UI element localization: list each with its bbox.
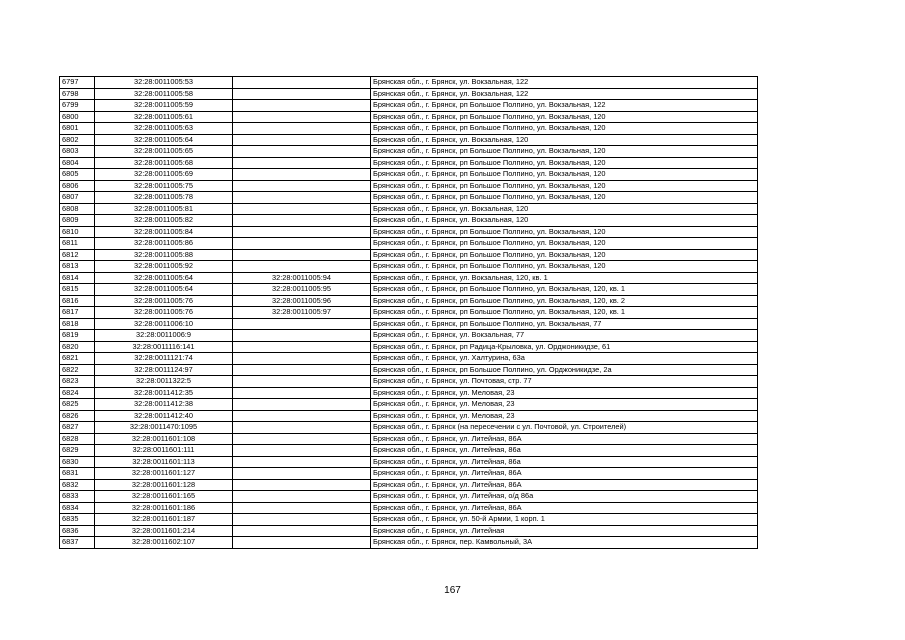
linked-cadastral-number-cell (233, 491, 371, 503)
cadastral-number-cell: 32:28:0011601:187 (95, 514, 233, 526)
row-number-cell: 6817 (60, 307, 95, 319)
address-cell: Брянская обл., г. Брянск, рп Большое Полпино, ул. Вокзальная, 77 (371, 318, 758, 330)
linked-cadastral-number-cell (233, 514, 371, 526)
row-number-cell: 6805 (60, 169, 95, 181)
address-cell: Брянская обл., г. Брянск, рп Большое Полпино, ул. Вокзальная, 120 (371, 192, 758, 204)
table-row (60, 272, 758, 284)
row-number-cell: 6800 (60, 111, 95, 123)
table-row (60, 502, 758, 514)
table-row (60, 479, 758, 491)
address-cell: Брянская обл., г. Брянск, рп Большое Полпино, ул. Вокзальная, 120 (371, 146, 758, 158)
address-cell: Брянская обл., г. Брянск, рп Большое Полпино, ул. Вокзальная, 120, кв. 1 (371, 307, 758, 319)
cadastral-number-cell: 32:28:0011601:108 (95, 433, 233, 445)
table-row (60, 525, 758, 537)
address-cell: Брянская обл., г. Брянск, ул. Вокзальная, 122 (371, 88, 758, 100)
table-row (60, 353, 758, 365)
address-cell: Брянская обл., г. Брянск, рп Большое Полпино, ул. Вокзальная, 120 (371, 157, 758, 169)
linked-cadastral-number-cell (233, 318, 371, 330)
table-row (60, 111, 758, 123)
row-number-cell: 6811 (60, 238, 95, 250)
row-number-cell: 6833 (60, 491, 95, 503)
cadastral-number-cell: 32:28:0011601:128 (95, 479, 233, 491)
table-row (60, 180, 758, 192)
address-cell: Брянская обл., г. Брянск, рп Большое Полпино, ул. Орджоникидзе, 2а (371, 364, 758, 376)
row-number-cell: 6814 (60, 272, 95, 284)
table-row (60, 410, 758, 422)
cadastral-number-cell: 32:28:0011005:58 (95, 88, 233, 100)
row-number-cell: 6831 (60, 468, 95, 480)
row-number-cell: 6835 (60, 514, 95, 526)
row-number-cell: 6812 (60, 249, 95, 261)
table-row (60, 376, 758, 388)
row-number-cell: 6806 (60, 180, 95, 192)
table-row (60, 422, 758, 434)
table-row (60, 433, 758, 445)
linked-cadastral-number-cell: 32:28:0011005:95 (233, 284, 371, 296)
row-number-cell: 6804 (60, 157, 95, 169)
row-number-cell: 6820 (60, 341, 95, 353)
table-row (60, 456, 758, 468)
table-row (60, 399, 758, 411)
cadastral-number-cell: 32:28:0011412:40 (95, 410, 233, 422)
table-row (60, 364, 758, 376)
linked-cadastral-number-cell (233, 468, 371, 480)
row-number-cell: 6823 (60, 376, 95, 388)
table-row (60, 157, 758, 169)
table-row (60, 341, 758, 353)
linked-cadastral-number-cell (233, 261, 371, 273)
table-row (60, 468, 758, 480)
table-row (60, 307, 758, 319)
page-number: 167 (444, 585, 461, 596)
row-number-cell: 6828 (60, 433, 95, 445)
linked-cadastral-number-cell (233, 169, 371, 181)
address-cell: Брянская обл., г. Брянск, ул. Вокзальная, 77 (371, 330, 758, 342)
address-cell: Брянская обл., г. Брянск, ул. Литейная, 86А (371, 479, 758, 491)
table-row (60, 261, 758, 273)
row-number-cell: 6829 (60, 445, 95, 457)
row-number-cell: 6798 (60, 88, 95, 100)
row-number-cell: 6836 (60, 525, 95, 537)
linked-cadastral-number-cell (233, 537, 371, 549)
address-cell: Брянская обл., г. Брянск, ул. Почтовая, стр. 77 (371, 376, 758, 388)
address-cell: Брянская обл., г. Брянск, ул. Халтурина, 63а (371, 353, 758, 365)
cadastral-number-cell: 32:28:0011005:78 (95, 192, 233, 204)
table-row (60, 491, 758, 503)
row-number-cell: 6830 (60, 456, 95, 468)
linked-cadastral-number-cell (233, 364, 371, 376)
linked-cadastral-number-cell (233, 100, 371, 112)
table-row (60, 146, 758, 158)
row-number-cell: 6810 (60, 226, 95, 238)
row-number-cell: 6797 (60, 77, 95, 89)
cadastral-number-cell: 32:28:0011005:82 (95, 215, 233, 227)
address-cell: Брянская обл., г. Брянск, ул. Вокзальная, 120, кв. 1 (371, 272, 758, 284)
address-cell: Брянская обл., г. Брянск, ул. Вокзальная, 120 (371, 134, 758, 146)
table-row (60, 318, 758, 330)
cadastral-number-cell: 32:28:0011322:5 (95, 376, 233, 388)
linked-cadastral-number-cell (233, 88, 371, 100)
address-cell: Брянская обл., г. Брянск, ул. Литейная, о/д 86а (371, 491, 758, 503)
table-row (60, 215, 758, 227)
cadastral-number-cell: 32:28:0011005:63 (95, 123, 233, 135)
address-cell: Брянская обл., г. Брянск, ул. Литейная, 86а (371, 456, 758, 468)
address-cell: Брянская обл., г. Брянск, рп Большое Полпино, ул. Вокзальная, 120, кв. 1 (371, 284, 758, 296)
table-row (60, 134, 758, 146)
row-number-cell: 6827 (60, 422, 95, 434)
linked-cadastral-number-cell (233, 376, 371, 388)
linked-cadastral-number-cell (233, 146, 371, 158)
linked-cadastral-number-cell (233, 123, 371, 135)
table-row (60, 192, 758, 204)
table-row (60, 88, 758, 100)
address-cell: Брянская обл., г. Брянск, ул. Вокзальная, 120 (371, 203, 758, 215)
linked-cadastral-number-cell (233, 157, 371, 169)
linked-cadastral-number-cell (233, 249, 371, 261)
linked-cadastral-number-cell (233, 353, 371, 365)
row-number-cell: 6832 (60, 479, 95, 491)
cadastral-number-cell: 32:28:0011005:61 (95, 111, 233, 123)
cadastral-number-cell: 32:28:0011005:88 (95, 249, 233, 261)
table-row (60, 284, 758, 296)
address-cell: Брянская обл., г. Брянск, рп Большое Полпино, ул. Вокзальная, 120, кв. 2 (371, 295, 758, 307)
cadastral-number-cell: 32:28:0011601:214 (95, 525, 233, 537)
row-number-cell: 6799 (60, 100, 95, 112)
register-table-body (60, 77, 758, 549)
linked-cadastral-number-cell (233, 180, 371, 192)
address-cell: Брянская обл., г. Брянск, рп Большое Полпино, ул. Вокзальная, 120 (371, 123, 758, 135)
address-cell: Брянская обл., г. Брянск, ул. Литейная, 86А (371, 502, 758, 514)
row-number-cell: 6813 (60, 261, 95, 273)
table-row (60, 330, 758, 342)
linked-cadastral-number-cell (233, 410, 371, 422)
cadastral-number-cell: 32:28:0011601:186 (95, 502, 233, 514)
cadastral-number-cell: 32:28:0011005:76 (95, 295, 233, 307)
linked-cadastral-number-cell (233, 502, 371, 514)
linked-cadastral-number-cell (233, 203, 371, 215)
address-cell: Брянская обл., г. Брянск, ул. Литейная (371, 525, 758, 537)
cadastral-number-cell: 32:28:0011124:97 (95, 364, 233, 376)
table-row (60, 238, 758, 250)
address-cell: Брянская обл., г. Брянск, ул. Меловая, 23 (371, 399, 758, 411)
cadastral-number-cell: 32:28:0011412:35 (95, 387, 233, 399)
linked-cadastral-number-cell: 32:28:0011005:94 (233, 272, 371, 284)
cadastral-number-cell: 32:28:0011601:127 (95, 468, 233, 480)
linked-cadastral-number-cell (233, 445, 371, 457)
row-number-cell: 6802 (60, 134, 95, 146)
row-number-cell: 6809 (60, 215, 95, 227)
linked-cadastral-number-cell (233, 226, 371, 238)
row-number-cell: 6816 (60, 295, 95, 307)
cadastral-number-cell: 32:28:0011601:165 (95, 491, 233, 503)
address-cell: Брянская обл., г. Брянск, рп Большое Полпино, ул. Вокзальная, 120 (371, 111, 758, 123)
cadastral-number-cell: 32:28:0011006:9 (95, 330, 233, 342)
cadastral-number-cell: 32:28:0011005:84 (95, 226, 233, 238)
cadastral-number-cell: 32:28:0011006:10 (95, 318, 233, 330)
linked-cadastral-number-cell (233, 330, 371, 342)
row-number-cell: 6837 (60, 537, 95, 549)
row-number-cell: 6807 (60, 192, 95, 204)
cadastral-number-cell: 32:28:0011470:1095 (95, 422, 233, 434)
address-cell: Брянская обл., г. Брянск, ул. Литейная, 86а (371, 445, 758, 457)
row-number-cell: 6818 (60, 318, 95, 330)
address-cell: Брянская обл., г. Брянск, рп Большое Полпино, ул. Вокзальная, 120 (371, 249, 758, 261)
row-number-cell: 6834 (60, 502, 95, 514)
cadastral-number-cell: 32:28:0011005:69 (95, 169, 233, 181)
address-cell: Брянская обл., г. Брянск, рп Большое Полпино, ул. Вокзальная, 120 (371, 180, 758, 192)
cadastral-number-cell: 32:28:0011005:68 (95, 157, 233, 169)
cadastral-number-cell: 32:28:0011005:64 (95, 284, 233, 296)
linked-cadastral-number-cell (233, 456, 371, 468)
linked-cadastral-number-cell (233, 341, 371, 353)
linked-cadastral-number-cell: 32:28:0011005:97 (233, 307, 371, 319)
row-number-cell: 6826 (60, 410, 95, 422)
address-cell: Брянская обл., г. Брянск, рп Большое Полпино, ул. Вокзальная, 122 (371, 100, 758, 112)
linked-cadastral-number-cell (233, 433, 371, 445)
linked-cadastral-number-cell (233, 215, 371, 227)
address-cell: Брянская обл., г. Брянск, ул. 50-й Армии, 1 корп. 1 (371, 514, 758, 526)
address-cell: Брянская обл., г. Брянск, пер. Камвольный, 3А (371, 537, 758, 549)
cadastral-number-cell: 32:28:0011005:81 (95, 203, 233, 215)
row-number-cell: 6824 (60, 387, 95, 399)
table-row (60, 295, 758, 307)
address-cell: Брянская обл., г. Брянск, рп Большое Полпино, ул. Вокзальная, 120 (371, 226, 758, 238)
row-number-cell: 6815 (60, 284, 95, 296)
address-cell: Брянская обл., г. Брянск, ул. Вокзальная, 122 (371, 77, 758, 89)
table-row (60, 100, 758, 112)
linked-cadastral-number-cell (233, 525, 371, 537)
address-cell: Брянская обл., г. Брянск, рп Радица-Крыловка, ул. Орджоникидзе, 61 (371, 341, 758, 353)
row-number-cell: 6801 (60, 123, 95, 135)
linked-cadastral-number-cell: 32:28:0011005:96 (233, 295, 371, 307)
table-row (60, 514, 758, 526)
linked-cadastral-number-cell (233, 387, 371, 399)
address-cell: Брянская обл., г. Брянск, рп Большое Полпино, ул. Вокзальная, 120 (371, 261, 758, 273)
address-cell: Брянская обл., г. Брянск, ул. Вокзальная, 120 (371, 215, 758, 227)
address-cell: Брянская обл., г. Брянск, рп Большое Полпино, ул. Вокзальная, 120 (371, 238, 758, 250)
address-cell: Брянская обл., г. Брянск, рп Большое Полпино, ул. Вокзальная, 120 (371, 169, 758, 181)
address-cell: Брянская обл., г. Брянск, ул. Литейная, 86А (371, 433, 758, 445)
row-number-cell: 6821 (60, 353, 95, 365)
table-row (60, 77, 758, 89)
address-cell: Брянская обл., г. Брянск, ул. Литейная, 86А (371, 468, 758, 480)
address-cell: Брянская обл., г. Брянск, ул. Меловая, 23 (371, 387, 758, 399)
cadastral-number-cell: 32:28:0011412:38 (95, 399, 233, 411)
table-row (60, 226, 758, 238)
table-row (60, 445, 758, 457)
row-number-cell: 6808 (60, 203, 95, 215)
linked-cadastral-number-cell (233, 238, 371, 250)
cadastral-number-cell: 32:28:0011005:59 (95, 100, 233, 112)
table-row (60, 203, 758, 215)
cadastral-number-cell: 32:28:0011005:64 (95, 272, 233, 284)
table-row (60, 249, 758, 261)
cadastral-number-cell: 32:28:0011005:53 (95, 77, 233, 89)
property-register-table (59, 76, 758, 549)
table-row (60, 537, 758, 549)
cadastral-number-cell: 32:28:0011601:111 (95, 445, 233, 457)
cadastral-number-cell: 32:28:0011601:113 (95, 456, 233, 468)
linked-cadastral-number-cell (233, 422, 371, 434)
table-row (60, 123, 758, 135)
cadastral-number-cell: 32:28:0011005:76 (95, 307, 233, 319)
linked-cadastral-number-cell (233, 192, 371, 204)
table-row (60, 169, 758, 181)
row-number-cell: 6819 (60, 330, 95, 342)
address-cell: Брянская обл., г. Брянск, ул. Меловая, 23 (371, 410, 758, 422)
row-number-cell: 6825 (60, 399, 95, 411)
cadastral-number-cell: 32:28:0011005:64 (95, 134, 233, 146)
linked-cadastral-number-cell (233, 479, 371, 491)
cadastral-number-cell: 32:28:0011121:74 (95, 353, 233, 365)
cadastral-number-cell: 32:28:0011602:107 (95, 537, 233, 549)
cadastral-number-cell: 32:28:0011005:86 (95, 238, 233, 250)
row-number-cell: 6822 (60, 364, 95, 376)
linked-cadastral-number-cell (233, 77, 371, 89)
row-number-cell: 6803 (60, 146, 95, 158)
table-row (60, 387, 758, 399)
linked-cadastral-number-cell (233, 111, 371, 123)
address-cell: Брянская обл., г. Брянск (на пересечении с ул. Почтовой, ул. Строителей) (371, 422, 758, 434)
linked-cadastral-number-cell (233, 134, 371, 146)
cadastral-number-cell: 32:28:0011005:65 (95, 146, 233, 158)
cadastral-number-cell: 32:28:0011116:141 (95, 341, 233, 353)
cadastral-number-cell: 32:28:0011005:75 (95, 180, 233, 192)
linked-cadastral-number-cell (233, 399, 371, 411)
cadastral-number-cell: 32:28:0011005:92 (95, 261, 233, 273)
